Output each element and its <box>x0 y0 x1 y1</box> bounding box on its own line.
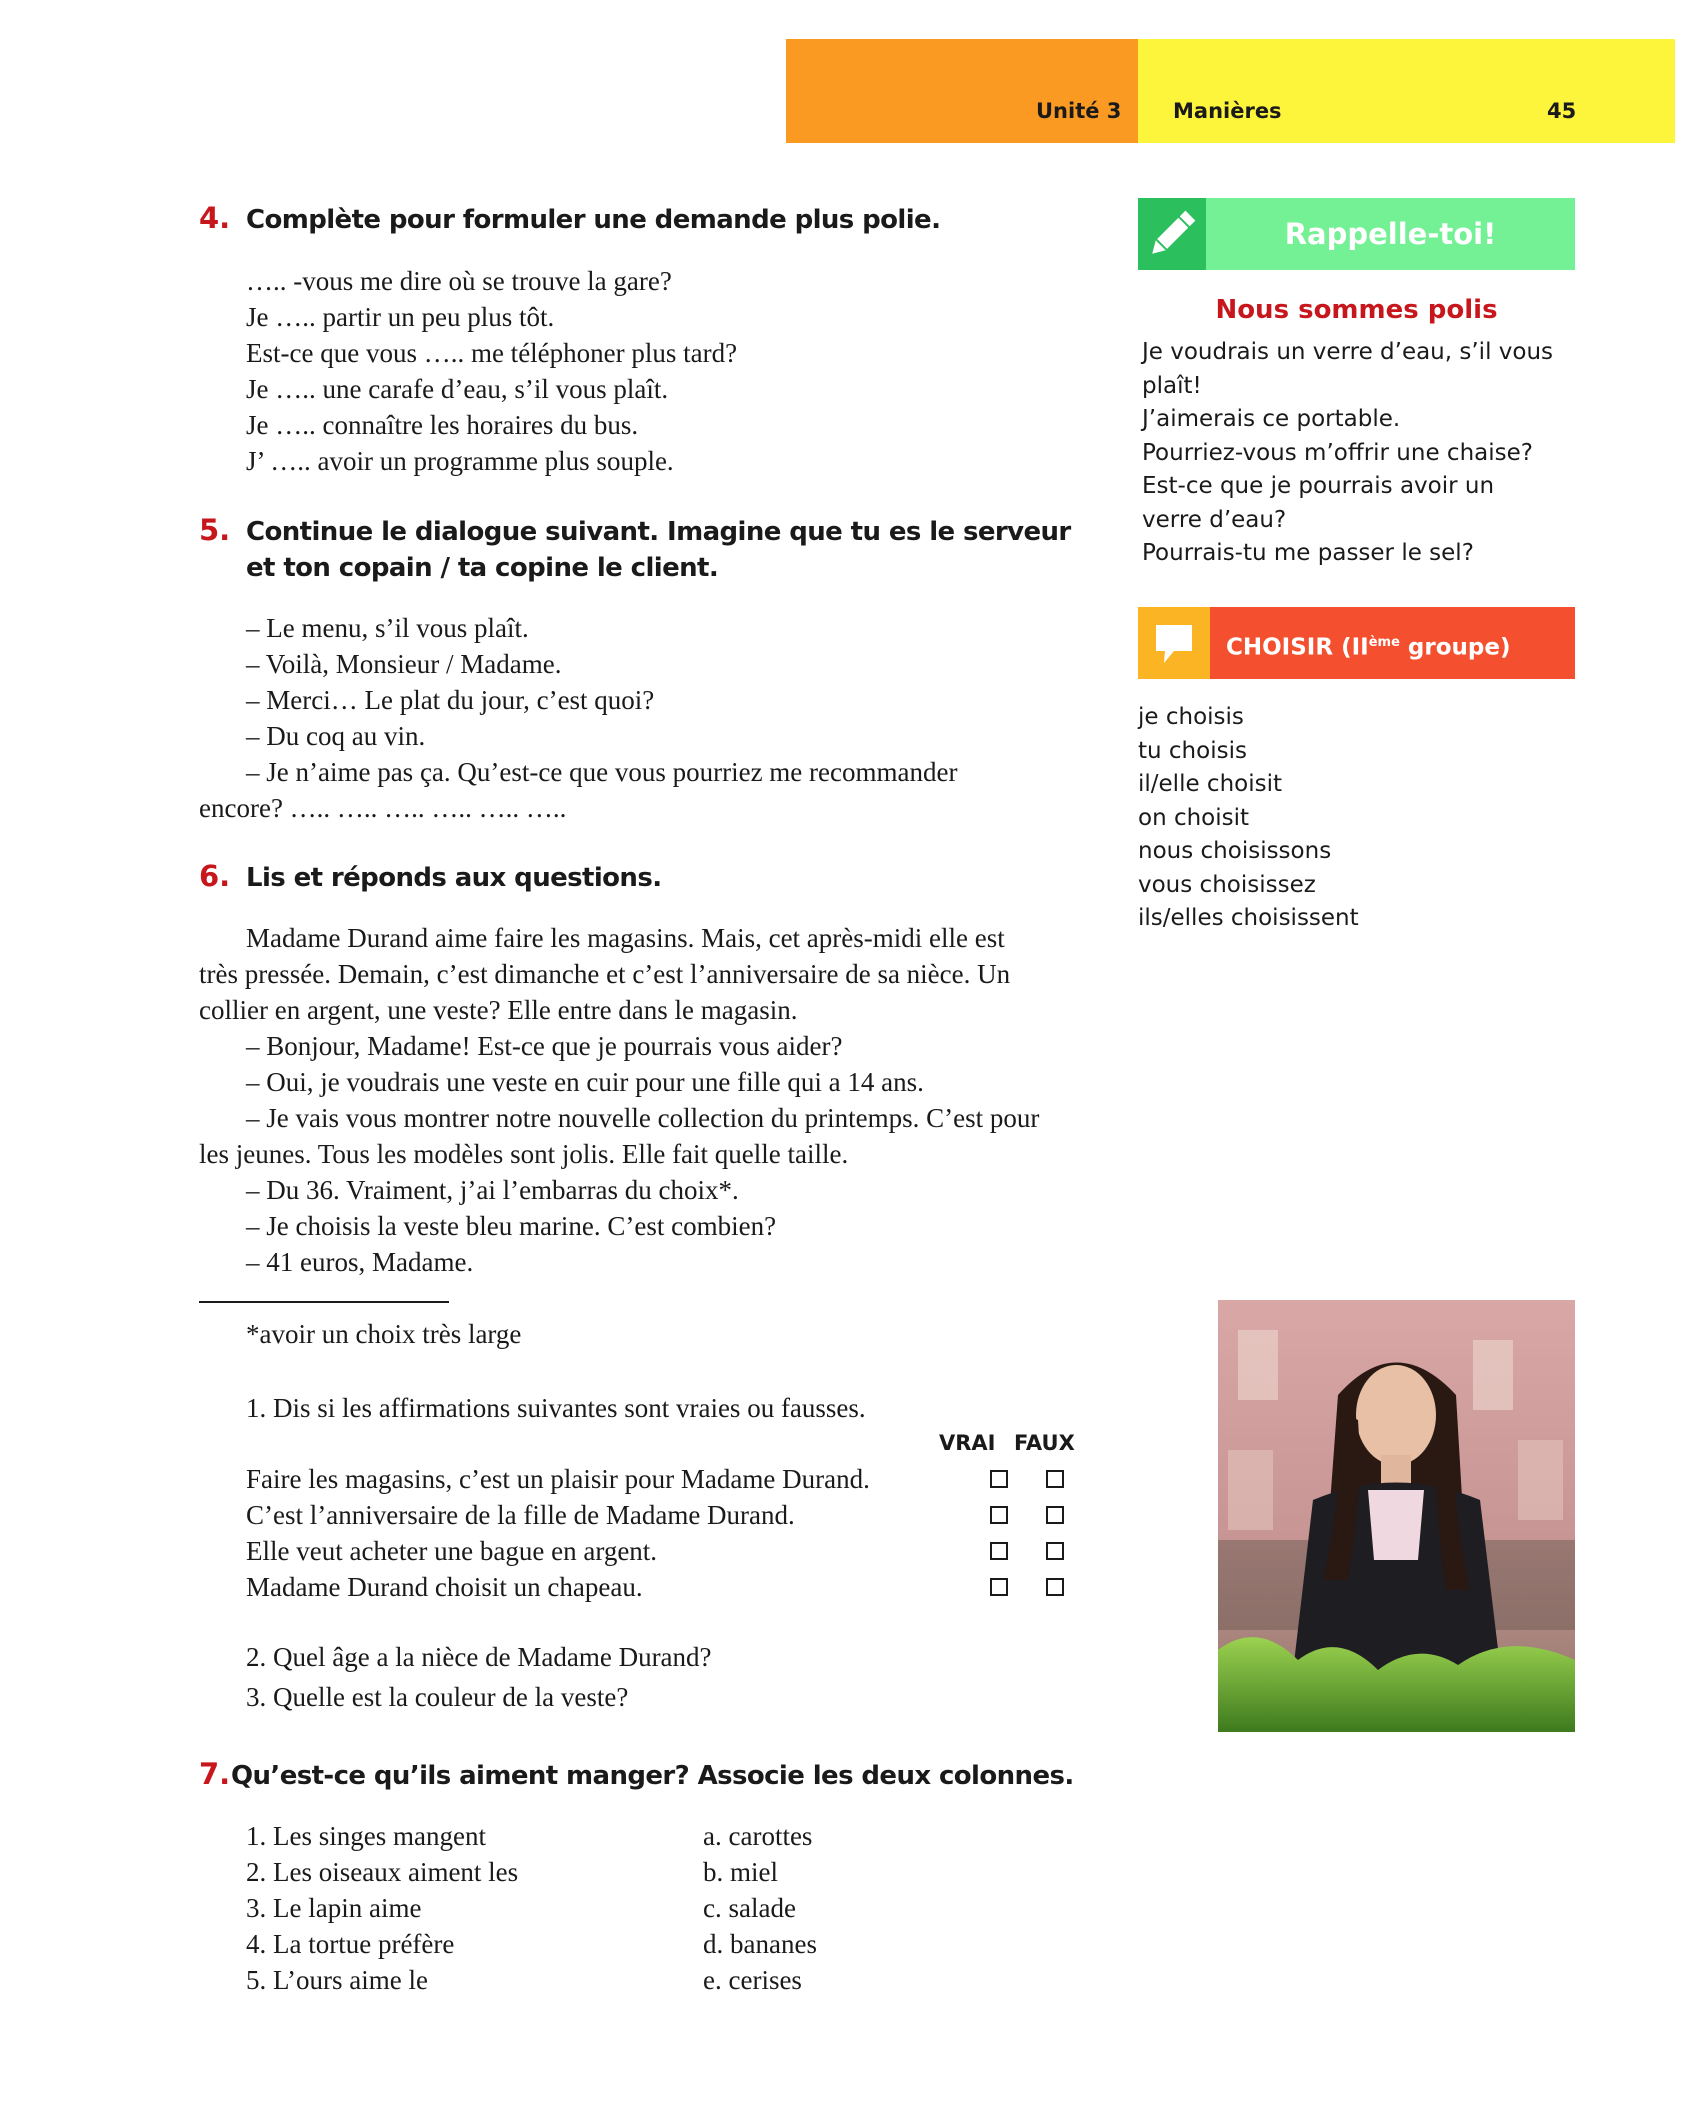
ex4-lines <box>246 263 737 479</box>
speech-bubble-icon <box>1138 607 1210 679</box>
ex6-footnote <box>246 1316 521 1352</box>
statement: C’est l’anniversaire de la fille de Madame Durand. <box>246 1500 795 1530</box>
ex4-line: Je ….. connaître les horaires du bus. <box>246 410 639 440</box>
ex5-line: – Voilà, Monsieur / Madame. <box>246 649 562 679</box>
vrai-checkbox-1[interactable] <box>990 1470 1008 1488</box>
ex5-line: – Du coq au vin. <box>246 721 426 751</box>
ex5-number: 5. <box>199 513 231 547</box>
ex6-q2-q3 <box>246 1637 712 1717</box>
ex6-text-line: – Du 36. Vraiment, j’ai l’embarras du choix*. <box>246 1175 739 1205</box>
polis-line: Pourriez-vous m’offrir une chaise? <box>1142 439 1533 466</box>
faux-checkbox-3[interactable] <box>1046 1542 1064 1560</box>
ex7-left-item: 2. Les oiseaux aiment les <box>246 1857 519 1887</box>
section-title: Manières <box>1173 99 1282 123</box>
conjugation-line: vous choisissez <box>1138 871 1316 898</box>
conjugation-line: tu choisis <box>1138 737 1247 764</box>
header-band-orange <box>786 39 1138 143</box>
polis-title: Nous sommes polis <box>1215 295 1498 325</box>
photo-illustration <box>1218 1300 1575 1732</box>
photo-young-woman <box>1218 1300 1575 1732</box>
ex6-text-line: – Bonjour, Madame! Est-ce que je pourrais vous aider? <box>246 1031 843 1061</box>
ex7-right-item: d. bananes <box>703 1929 817 1959</box>
ex6-text-line: – 41 euros, Madame. <box>246 1247 474 1277</box>
ex7-left-item: 5. L’ours aime le <box>246 1965 428 1995</box>
ex7-right-column <box>703 1818 817 1998</box>
ex7-left-column <box>246 1818 518 1998</box>
ex7-right-item: c. salade <box>703 1893 796 1923</box>
polis-line: J’aimerais ce portable. <box>1142 406 1401 432</box>
choisir-title-b: groupe) <box>1399 634 1511 661</box>
statement: Faire les magasins, c’est un plaisir pour Madame Durand. <box>246 1464 870 1494</box>
ex5-last: encore? ….. ….. ….. ….. ….. ….. <box>199 793 567 823</box>
vrai-checkbox-4[interactable] <box>990 1578 1008 1596</box>
ex6-text-line: – Je vais vous montrer notre nouvelle collection du printemps. C’est pour <box>246 1103 1040 1133</box>
choisir-title <box>1226 607 1510 679</box>
ex4-number: 4. <box>199 201 231 235</box>
ex6-q1 <box>246 1390 866 1426</box>
ex4-title: Complète pour formuler une demande plus polie. <box>246 205 941 235</box>
page-number: 45 <box>1547 99 1577 123</box>
ex5-title <box>246 514 1071 586</box>
ex4-line: Je ….. partir un peu plus tôt. <box>246 302 555 332</box>
statement: Elle veut acheter une bague en argent. <box>246 1536 658 1566</box>
rappelle-title: Rappelle-toi! <box>1284 217 1497 251</box>
ex7-right-item: e. cerises <box>703 1965 802 1995</box>
polis-examples <box>1142 336 1553 571</box>
ex6-text-line: très pressée. Demain, c’est dimanche et c’est l’anniversaire de sa nièce. Un <box>199 959 1011 989</box>
faux-checkbox-4[interactable] <box>1046 1578 1064 1596</box>
ex6-number: 6. <box>199 859 231 893</box>
q2-text: 2. Quel âge a la nièce de Madame Durand? <box>246 1642 712 1672</box>
choisir-sup: ème <box>1368 635 1400 650</box>
ex6-text-line: – Oui, je voudrais une veste en cuir pour une fille qui a 14 ans. <box>246 1067 924 1097</box>
polis-line: plaît! <box>1142 372 1202 399</box>
polis-line: Pourrais-tu me passer le sel? <box>1142 540 1474 566</box>
ex7-left-item: 1. Les singes mangent <box>246 1821 486 1851</box>
ex6-text-line: Madame Durand aime faire les magasins. Mais, cet après-midi elle est <box>246 923 1005 953</box>
ex7-left-item: 3. Le lapin aime <box>246 1893 422 1923</box>
conjugation-line: ils/elles choisissent <box>1138 905 1359 931</box>
ex6-text-line: les jeunes. Tous les modèles sont jolis. Elle fait quelle taille. <box>199 1139 849 1169</box>
faux-checkbox-1[interactable] <box>1046 1470 1064 1488</box>
vrai-header: VRAI <box>939 1431 996 1455</box>
conjugation-line: je choisis <box>1138 704 1244 730</box>
conjugation-line: nous choisissons <box>1138 838 1332 864</box>
choisir-title-a: CHOISIR (II <box>1226 634 1369 661</box>
ex5-title-line: Continue le dialogue suivant. Imagine que tu es le serveur <box>246 517 1071 547</box>
ex5-line: – Merci… Le plat du jour, c’est quoi? <box>246 685 655 715</box>
ex5-title-line: et ton copain / ta copine le client. <box>246 553 719 583</box>
ex5-last-line <box>199 790 566 826</box>
ex7-right-item: b. miel <box>703 1857 778 1887</box>
ex7-title: Qu’est-ce qu’ils aiment manger? Associe les deux colonnes. <box>231 1761 1074 1791</box>
unit-label: Unité 3 <box>1036 99 1122 123</box>
ex5-line: – Le menu, s’il vous plaît. <box>246 613 529 643</box>
ex5-dialogue <box>246 610 957 790</box>
conjugation-list <box>1138 701 1359 936</box>
vrai-checkbox-2[interactable] <box>990 1506 1008 1524</box>
ex7-left-item: 4. La tortue préfère <box>246 1929 455 1959</box>
footnote-rule <box>199 1301 449 1303</box>
ex6-statements <box>246 1461 870 1605</box>
ex4-line: Est-ce que vous ….. me téléphoner plus tard? <box>246 338 738 368</box>
footnote-text: *avoir un choix très large <box>246 1319 522 1349</box>
q1-text: 1. Dis si les affirmations suivantes sont vraies ou fausses. <box>246 1393 866 1423</box>
faux-header: FAUX <box>1014 1431 1075 1455</box>
ex6-text <box>199 920 1039 1280</box>
ex4-line: Je ….. une carafe d’eau, s’il vous plaît. <box>246 374 669 404</box>
choisir-icon-tile <box>1138 607 1210 679</box>
ex6-text-line: – Je choisis la veste bleu marine. C’est combien? <box>246 1211 777 1241</box>
polis-line: verre d’eau? <box>1142 506 1287 533</box>
ex6-text-line: collier en argent, une veste? Elle entre dans le magasin. <box>199 995 798 1025</box>
rappelle-icon-tile <box>1138 198 1206 270</box>
ex7-number: 7. <box>199 1757 231 1791</box>
ex7-right-item: a. carottes <box>703 1821 813 1851</box>
ex4-line: ….. -vous me dire où se trouve la gare? <box>246 266 672 296</box>
conjugation-line: on choisit <box>1138 804 1250 831</box>
ex5-line: – Je n’aime pas ça. Qu’est-ce que vous pourriez me recommander <box>246 757 958 787</box>
conjugation-line: il/elle choisit <box>1138 771 1282 797</box>
pencil-icon <box>1138 198 1206 270</box>
polis-line: Est-ce que je pourrais avoir un <box>1142 473 1495 499</box>
faux-checkbox-2[interactable] <box>1046 1506 1064 1524</box>
ex6-title: Lis et réponds aux questions. <box>246 863 662 893</box>
statement: Madame Durand choisit un chapeau. <box>246 1572 643 1602</box>
q3-text: 3. Quelle est la couleur de la veste? <box>246 1682 629 1712</box>
vrai-checkbox-3[interactable] <box>990 1542 1008 1560</box>
header-band-yellow <box>1138 39 1675 143</box>
polis-line: Je voudrais un verre d’eau, s’il vous <box>1142 339 1554 365</box>
ex4-line: J’ ….. avoir un programme plus souple. <box>246 446 674 476</box>
